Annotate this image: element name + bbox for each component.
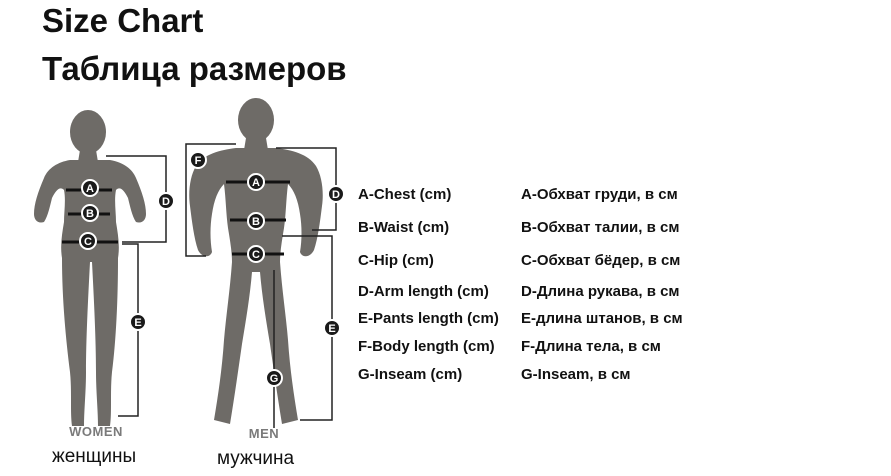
legend-row-pants-length: [358, 310, 878, 332]
page-title-en: Size Chart: [42, 2, 204, 39]
svg-text:A: A: [86, 183, 94, 195]
badge-e-man: [324, 320, 340, 336]
badge-e-woman: [130, 314, 146, 330]
women-caption: женщины: [52, 446, 137, 467]
legend-ru: D-Длина рукава, в см: [521, 283, 680, 300]
svg-text:A: A: [252, 177, 260, 189]
legend-ru: C-Обхват бёдер, в см: [521, 252, 681, 269]
badge-d-woman: [158, 193, 174, 209]
legend-en: C-Hip (cm): [358, 252, 434, 269]
svg-text:E: E: [134, 317, 142, 329]
legend-en: B-Waist (cm): [358, 219, 450, 236]
badge-a-woman: [82, 180, 98, 196]
woman-silhouette: [34, 110, 146, 426]
legend-en: F-Body length (cm): [358, 338, 495, 355]
legend-ru: A-Обхват груди, в см: [521, 186, 678, 203]
legend-ru: B-Обхват талии, в см: [521, 219, 680, 236]
men-label: MEN: [248, 426, 280, 441]
badge-b-man: [248, 213, 264, 229]
legend-row-body-length: [358, 338, 878, 360]
legend-row-chest: [358, 186, 878, 208]
svg-text:E: E: [328, 323, 336, 335]
badge-a-man: [248, 174, 264, 190]
legend-en: G-Inseam (cm): [358, 366, 463, 383]
legend-en: E-Pants length (cm): [358, 310, 499, 327]
legend-ru: E-длина штанов, в см: [521, 310, 683, 327]
svg-text:G: G: [269, 373, 279, 385]
svg-text:B: B: [86, 208, 94, 220]
svg-text:C: C: [252, 249, 260, 261]
men-caption: мужчина: [217, 448, 295, 469]
women-label: WOMEN: [69, 424, 123, 439]
badge-b-woman: [82, 205, 98, 221]
badge-f-man: [190, 152, 206, 168]
badge-g-man: [266, 370, 282, 386]
legend-en: A-Chest (cm): [358, 186, 452, 203]
legend-row-inseam: [358, 366, 878, 388]
badge-c-man: [248, 246, 264, 262]
badge-d-man: [328, 186, 344, 202]
legend-row-arm-length: [358, 283, 878, 305]
svg-text:D: D: [332, 189, 340, 201]
legend-row-waist: [358, 219, 878, 241]
svg-text:F: F: [194, 155, 202, 167]
svg-text:B: B: [252, 216, 260, 228]
legend-ru: F-Длина тела, в см: [521, 338, 661, 355]
badge-c-woman: [80, 233, 96, 249]
legend-en: D-Arm length (cm): [358, 283, 489, 300]
legend-ru: G-Inseam, в см: [521, 366, 631, 383]
svg-text:D: D: [162, 196, 170, 208]
page-title-ru: Таблица размеров: [42, 50, 347, 87]
svg-text:C: C: [84, 236, 92, 248]
legend-row-hip: [358, 252, 878, 274]
